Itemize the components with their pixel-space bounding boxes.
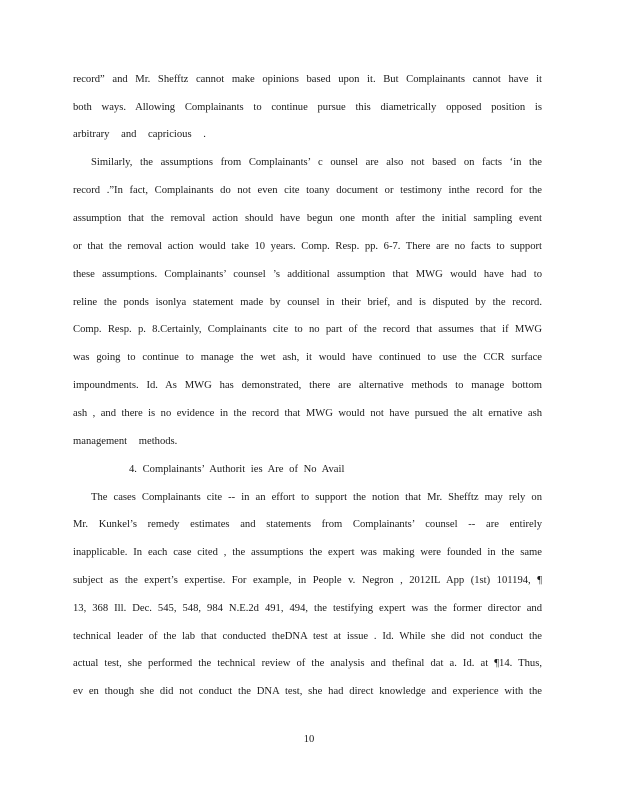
text-line: Comp. Resp. p. 8.Certainly, Complainants cite to no part of the record that assumes that if MWG: [73, 324, 542, 335]
text-line: subject as the expert’s expertise. For example, in People v. Negron , 2012IL App (1st) 101194, ¶: [73, 575, 542, 586]
text-line: ev en though she did not conduct the DNA test, she had direct knowledge and experience with the: [73, 686, 542, 697]
text-line: record .”In fact, Complainants do not even cite toany document or testimony inthe record for the: [73, 185, 542, 196]
text-line: reline the ponds isonlya statement made by counsel in their brief, and is disputed by the record.: [73, 297, 542, 308]
text-line: The cases Complainants cite -- in an effort to support the notion that Mr. Shefftz may rely on: [91, 492, 542, 503]
text-line: technical leader of the lab that conducted theDNA test at issue . Id. While she did not conduct the: [73, 631, 542, 642]
text-line: arbitrary and capricious .: [73, 129, 206, 140]
text-line: record” and Mr. Shefftz cannot make opinions based upon it. But Complainants cannot have it: [73, 74, 542, 85]
text-line: both ways. Allowing Complainants to continue pursue this diametrically opposed position is: [73, 102, 542, 113]
text-line: actual test, she performed the technical review of the analysis and thefinal dat a. Id. at ¶14. Thus,: [73, 658, 542, 669]
section-heading: 4. Complainants’ Authorit ies Are of No Avail: [129, 464, 345, 475]
page-number: 10: [303, 734, 315, 745]
text-line: 13, 368 Ill. Dec. 545, 548, 984 N.E.2d 491, 494, the testifying expert was the former director and: [73, 603, 542, 614]
text-line: inapplicable. In each case cited , the assumptions the expert was making were founded in the same: [73, 547, 542, 558]
text-line: was going to continue to manage the wet ash, it would have continued to use the CCR surface: [73, 352, 542, 363]
text-line: Similarly, the assumptions from Complainants’ c ounsel are also not based on facts ‘in the: [91, 157, 542, 168]
text-line: assumption that the removal action should have begun one month after the initial sampling event: [73, 213, 542, 224]
text-line: these assumptions. Complainants’ counsel ’s additional assumption that MWG would have had to: [73, 269, 542, 280]
text-line: impoundments. Id. As MWG has demonstrated, there are alternative methods to manage bottom: [73, 380, 542, 391]
text-line: management methods.: [73, 436, 178, 447]
text-line: or that the removal action would take 10 years. Comp. Resp. pp. 6-7. There are no facts to support: [73, 241, 542, 252]
text-line: ash , and there is no evidence in the record that MWG would not have pursued the alt ernative ash: [73, 408, 542, 419]
text-line: Mr. Kunkel’s remedy estimates and statements from Complainants’ counsel -- are entirely: [73, 519, 542, 530]
